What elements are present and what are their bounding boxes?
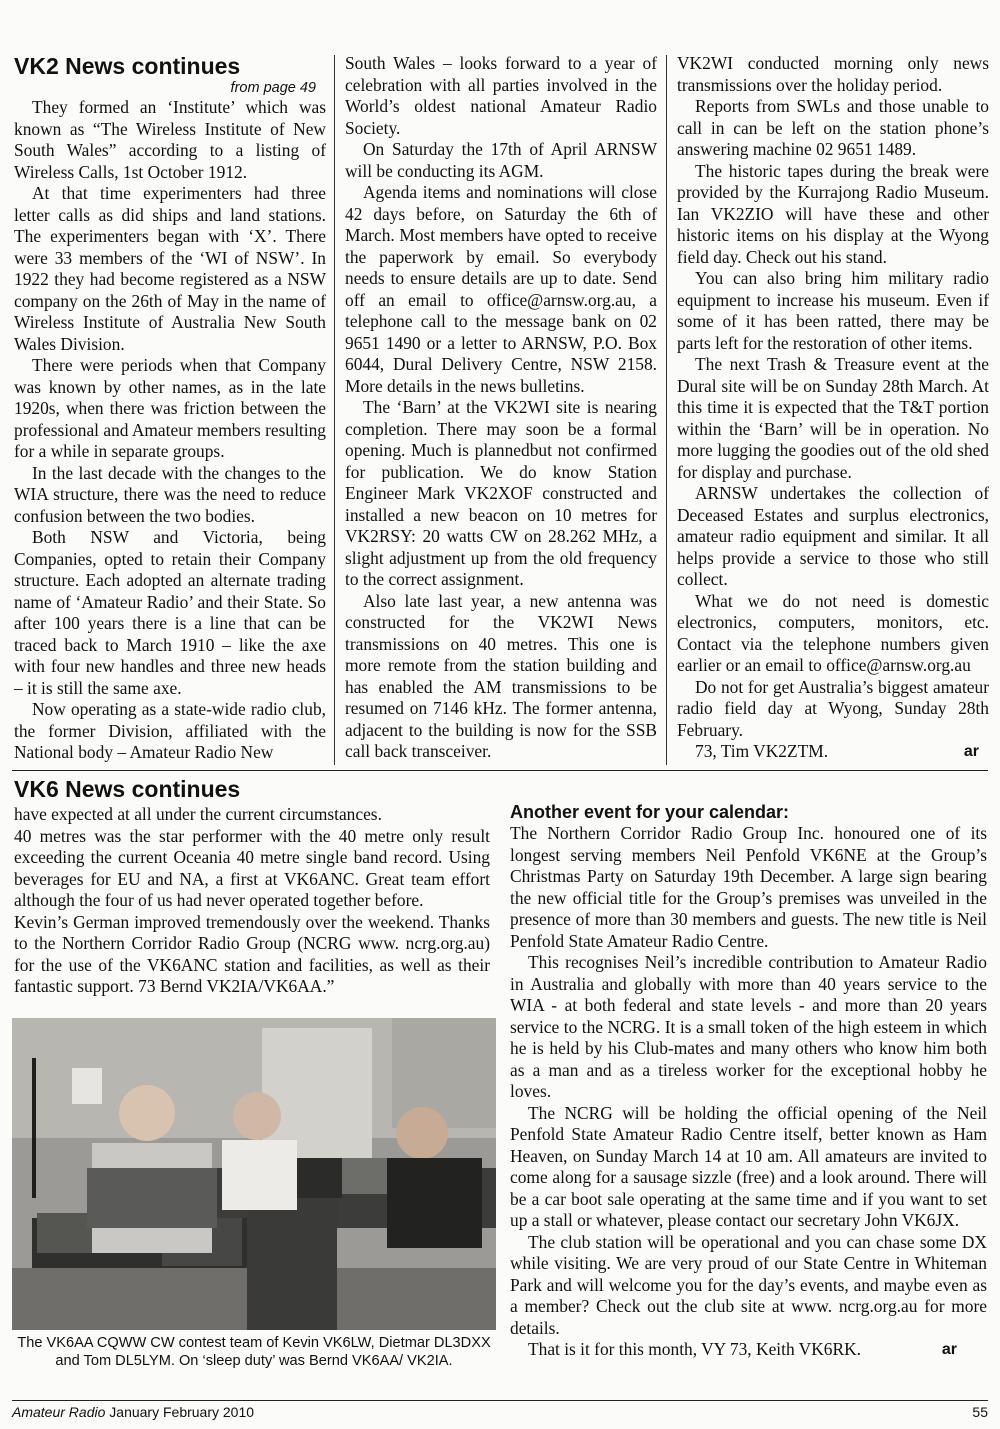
vk2-paragraph: The ‘Barn’ at the VK2WI site is nearing completion. There may soon be a formal opening. Much is plannedbut not confirmed for publication. We do know Station Engineer Mark VK2XOF constructed and installed a new beacon on 10 metres for VK2RSY: 20 watts CW on 28.262 MHz, a slight adjustment up from the old frequency to the correct assignment.: [345, 397, 657, 589]
vk2-paragraph: What we do not need is domestic electronics, computers, monitors, etc. Contact via the telephone numbers given earlier or an email to office@arnsw.org.au: [677, 590, 989, 675]
vk2-paragraph: Both NSW and Victoria, being Companies, opted to retain their Company structure. Each adopted an alternate trading name of ‘Amateur Radio’ and their State. So after 100 years there is a line that can be traced back to March 1910 – like the axe with four new handles and three new heads – it is still the same axe.: [14, 527, 326, 698]
from-page-note: from page 49: [230, 80, 316, 96]
page-footer: [12, 1404, 988, 1420]
vk2-paragraph: The next Trash & Treasure event at the Dural site will be on Sunday 28th March. At this time it is expected that the T&T portion within the ‘Barn’ will be in operation. No more lugging the goodies out of the old shed for display and purchase.: [677, 354, 989, 482]
vk6-heading: VK6 News continues: [14, 776, 241, 802]
vk2-paragraph: In the last decade with the changes to the WIA structure, there was the need to reduce confusion between the two bodies.: [14, 462, 326, 526]
footer-rule: [12, 1400, 988, 1401]
photo-illustration: [12, 1018, 496, 1330]
end-mark: ar: [941, 1341, 957, 1358]
vk2-paragraph: Also late last year, a new antenna was constructed for the VK2WI News transmissions on 40 metres. This one is more remote from the station building and has enabled the AM transmissions to be resumed on 7146 kHz. The former antenna, adjacent to the building is now for the SSB call back transceiver.: [345, 590, 657, 761]
vk2-heading: VK2 News continues: [14, 53, 241, 79]
vk2-paragraph: They formed an ‘Institute’ which was known as “The Wireless Institute of New South Wales” according to a listing of Wireless Calls, 1st October 1912.: [14, 97, 326, 182]
vk2-signoff-text: 73, Tim VK2ZTM.: [695, 741, 829, 761]
vk2-paragraph: Do not for get Australia’s biggest amateur radio field day at Wyong, Sunday 28th February.: [677, 676, 989, 740]
vk2-paragraph: On Saturday the 17th of April ARNSW will be conducting its AGM.: [345, 139, 657, 181]
page-number: 55: [972, 1404, 988, 1420]
vk2-signoff: [677, 741, 989, 763]
vk2-paragraph: Now operating as a state-wide radio club, the former Division, affiliated with the National body – Amateur Radio New: [14, 699, 326, 762]
column-divider: [666, 55, 667, 765]
vk6-paragraph: 40 metres was the star performer with the 40 metre only result exceeding the current Oceania 40 metre single band record. Using beverages for EU and NA, a first at VK6ANC. Great team effort although the four of us had never operated together before.: [14, 825, 490, 910]
vk6-paragraph: have expected at all under the current circumstances.: [14, 804, 382, 824]
vk2-paragraph: VK2WI conducted morning only news transmissions over the holiday period.: [677, 53, 989, 95]
vk2-paragraph: ARNSW undertakes the collection of Deceased Estates and surplus electronics, amateur radio equipment and similar. It all helps provide a service to those who still collect.: [677, 483, 989, 589]
section-rule: [12, 770, 988, 771]
vk6-column-left: [14, 804, 490, 998]
photo-caption: The VK6AA CQWW CW contest team of Kevin VK6LW, Dietmar DL3DXX and Tom DL5LYM. On ‘sleep duty’ was Bernd VK6AA/ VK2IA.: [17, 1335, 491, 1369]
vk6-signoff: [510, 1339, 987, 1361]
vk2-paragraph: At that time experimenters had three letter calls as did ships and land stations. The experimenters began with ‘X’. There were 33 members of the ‘WI of NSW’. In 1922 they had become registered as a NSW company on the 26th of May in the name of Wireless Institute of Australia New South Wales Division.: [14, 183, 326, 354]
event-paragraph: This recognises Neil’s incredible contribution to Amateur Radio in Australia and globally with more than 40 years service to the WIA - at both federal and state levels - and more than 20 years service to the NCRG. It is a small token of the high esteem in which he is held by his Club-mates and many others who know him both as a man and as a tireless worker for the exceptional hobby he loves.: [510, 952, 987, 1101]
vk2-column-2: [345, 53, 657, 763]
vk6-column-right: [510, 801, 987, 1361]
vk2-column-1: [14, 53, 326, 764]
vk2-paragraph: The historic tapes during the break were provided by the Kurrajong Radio Museum. Ian VK2ZIO will have these and other historic items on his display at the Wyong field day. Check out his stand.: [677, 160, 989, 267]
event-paragraph: The Northern Corridor Radio Group Inc. honoured one of its longest serving members Neil Penfold VK6NE at the Group’s Christmas Party on Saturday 19th December. A large sign bearing the new official title for the Group’s premises was unveiled in the presence of more than 30 members and guests. The new title is Neil Penfold State Amateur Radio Centre.: [510, 823, 987, 951]
vk2-paragraph: Reports from SWLs and those unable to call in can be left on the station phone’s answering machine 02 9651 1489.: [677, 96, 989, 159]
contest-team-photo: [12, 1018, 496, 1330]
vk2-paragraph: Agenda items and nominations will close 42 days before, on Saturday the 6th of March. Most members have opted to receive the paperwork by email. So everybody needs to ensure details are up to date. Send off an email to office@arnsw.org.au, a telephone call to the message bank on 02 9651 1490 or a letter to ARNSW, P.O. Box 6044, Dural Delivery Centre, NSW 2158. More details in the news bulletins.: [345, 182, 657, 396]
column-divider: [334, 55, 335, 765]
event-paragraph: The NCRG will be holding the official opening of the Neil Penfold State Amateur Radio Centre itself, better known as Ham Heaven, on Sunday March 14 at 10 am. All amateurs are invited to come along for a sausage sizzle (free) and a look around. There will be a car boot sale operating at the same time and if you want to set up a stall or whatever, please contact our secretary John VK6JX.: [510, 1102, 987, 1230]
publication-name: Amateur Radio: [12, 1404, 106, 1420]
event-heading: Another event for your calendar:: [510, 802, 790, 822]
end-mark: ar: [963, 743, 979, 760]
vk2-paragraph: There were periods when that Company was known by other names, as in the late 1920s, when there was friction between the professional and Amateur members resulting for a while in separate groups.: [14, 355, 326, 461]
vk2-column-3: [677, 53, 989, 763]
event-paragraph: The club station will be operational and you can chase some DX while visiting. We are very proud of our State Centre in Whiteman Park and will welcome you for the day’s events, and maybe even as a member? Check out the club site at www. ncrg.org.au for more details.: [510, 1231, 987, 1338]
vk2-paragraph: You can also bring him military radio equipment to increase his museum. Even if some of it has been ratted, there may be parts left for the restoration of other items.: [677, 268, 989, 353]
issue-date: January February 2010: [109, 1404, 255, 1420]
vk6-paragraph: Kevin’s German improved tremendously over the weekend. Thanks to the Northern Corridor Radio Group (NCRG www. ncrg.org.au) for the use of the VK6ANC station and facilities, as well as their fantastic support. 73 Bernd VK2IA/VK6AA.”: [14, 911, 490, 996]
vk2-paragraph: South Wales – looks forward to a year of celebration with all parties involved in the World’s oldest national Amateur Radio Society.: [345, 53, 657, 138]
publication-info: [12, 1404, 254, 1420]
vk6-signoff-text: That is it for this month, VY 73, Keith VK6RK.: [528, 1339, 861, 1359]
